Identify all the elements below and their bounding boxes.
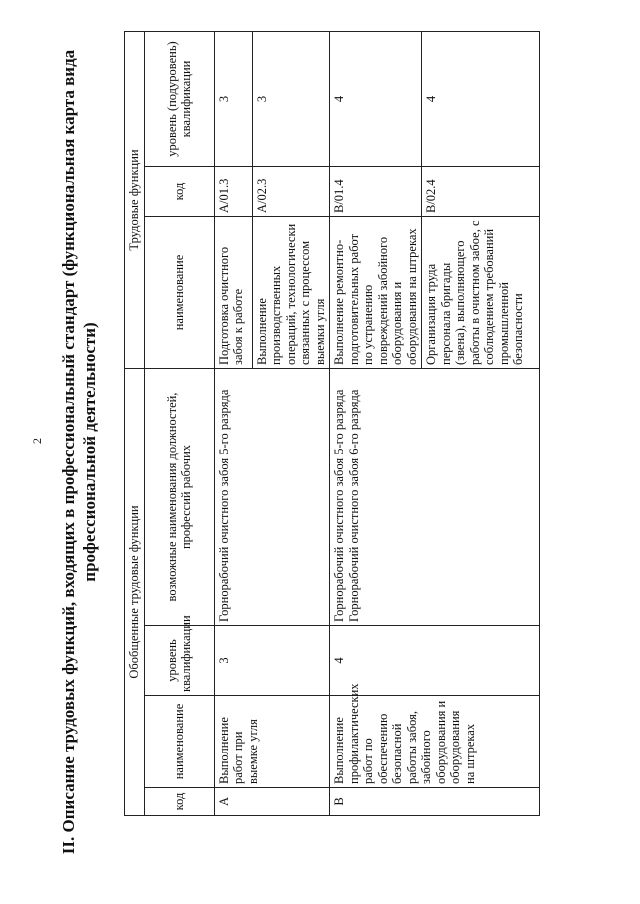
header-labor-functions: Трудовые функции: [125, 31, 145, 368]
header-name: наименование: [144, 696, 214, 788]
section-title-line-2: профессиональной деятельности): [80, 322, 99, 582]
table-row: [214, 31, 252, 815]
function-level: 4: [330, 31, 422, 166]
header-tf-name: наименование: [144, 217, 214, 369]
row-name: Выполнение работ при выемке угля: [214, 696, 330, 788]
function-code: А/01.3: [214, 167, 252, 217]
function-code: В/01.4: [330, 167, 422, 217]
function-name: Выполнение производственных операций, технологически связанных с процессом выемки угля: [252, 217, 330, 369]
table-row: [330, 31, 422, 815]
functional-map-table: [124, 31, 540, 816]
row-level: 3: [214, 626, 330, 696]
function-level: 4: [422, 31, 540, 166]
header-tf-level: уровень (подуровень) квалификации: [144, 31, 214, 166]
function-level: 3: [214, 31, 252, 166]
function-level: 3: [252, 31, 330, 166]
header-level: уровень квалификации: [144, 626, 214, 696]
row-positions: [214, 369, 330, 626]
row-name: Выполнение профилактических работ по обеспечению безопасной работы забоя, забойного оборудования и оборудования на штреках: [330, 696, 540, 788]
page-number: 2: [30, 438, 44, 444]
function-code: В/02.4: [422, 167, 540, 217]
position-item: Горнорабочий очистного забоя 5-го разряда: [332, 389, 346, 622]
header-code: код: [144, 788, 214, 816]
header-tf-code: код: [144, 167, 214, 217]
rotated-page-content: [58, 32, 628, 872]
position-item: Горнорабочий очистного забоя 5-го разряда: [216, 389, 231, 622]
row-code: В: [330, 788, 540, 816]
row-level: 4: [330, 626, 540, 696]
function-code: А/02.3: [252, 167, 330, 217]
row-code: А: [214, 788, 330, 816]
header-row-groups: [125, 31, 145, 815]
function-name: Организация труда персонала бригады (звена), выполняющего работы в очистном забое, с соблюдением требований промышленной безопасности: [422, 217, 540, 369]
header-positions: возможные наименования должностей, профессий рабочих: [144, 369, 214, 626]
section-title: [58, 32, 120, 872]
section-title-line-1: II. Описание трудовых функций, входящих в профессиональный стандарт (функциональная карта вида: [59, 49, 78, 855]
header-generalized-functions: Обобщенные трудовые функции: [125, 369, 145, 816]
header-row-columns: [144, 31, 214, 815]
row-positions: [330, 369, 540, 626]
function-name: Подготовка очистного забоя к работе: [214, 217, 252, 369]
function-name: Выполнение ремонтно-подготовительных работ по устранению повреждений забойного оборудования и оборудования на штреках: [330, 217, 422, 369]
position-item: Горнорабочий очистного забоя 6-го разряда: [346, 389, 361, 622]
